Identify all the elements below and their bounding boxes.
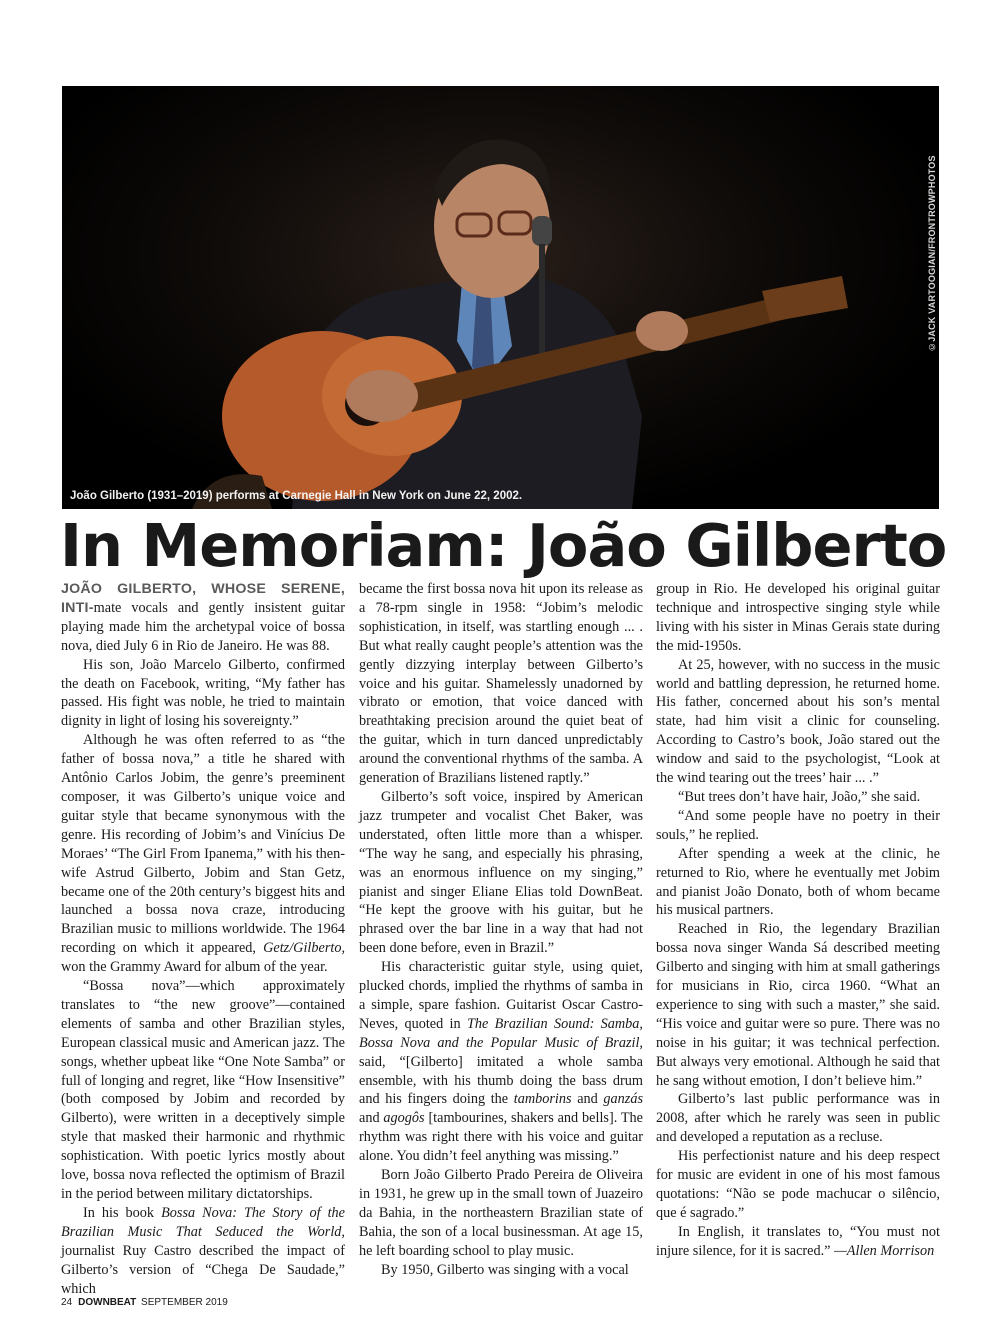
performer-photo bbox=[62, 86, 939, 509]
paragraph: Born João Gilberto Prado Pereira de Oliveira in 1931, he grew up in the small town of Juazeiro da Bahia, in the northeastern Brazilian state of Bahia, the son of a local businessman. At age 15, he left boarding school to play music. bbox=[359, 1167, 643, 1259]
album-title: Getz/Gilberto, bbox=[263, 940, 346, 957]
article-column-3 bbox=[656, 580, 940, 1261]
photo-credit: ©JACK VARTOOGIAN/FRONTROWPHOTOS bbox=[927, 155, 937, 352]
paragraph: At 25, however, with no success in the music world and battling depression, he returned home. His father, concerned about his son’s mental state, had him visit a clinic for counseling. According to Castro’s book, João stared out the window and said to the psychologist, “Look at the wind tearing out the trees’ hair ... .” bbox=[656, 656, 940, 787]
paragraph: His characteristic guitar style, using quiet, plucked chords, implied the rhythms of samba in a simple, spare fashion. Guitarist Oscar Castro-Neves, quoted in The Brazilian Sound: Samba, Bossa Nova and the Popular Music of Brazil, said, “[Gilberto] imitated a whole samba ensemble, with his thumb doing the bass drum and his fingers doing the tamborins and ganzás and agogôs [tambourines, shakers and bells]. The rhythm was right there with his voice and guitar alone. You didn’t feel anything was missing.” bbox=[359, 959, 643, 1165]
lead-in: JOÃO GILBERTO, WHOSE SERENE, INTI- bbox=[61, 581, 345, 616]
paragraph: By 1950, Gilberto was singing with a vocal bbox=[381, 1261, 629, 1278]
page-number: 24 bbox=[61, 1297, 73, 1308]
paragraph: Gilberto’s soft voice, inspired by American jazz trumpeter and vocalist Chet Baker, was understated, often little more than a whisper. “The way he sang, and especially his phrasing, was an enormous influence on my singing,” pianist and singer Eliane Elias told DownBeat. “He kept the groove with his guitar, but he phrased over the bar line in a way that had not been done before, even in Brazil.” bbox=[359, 788, 643, 957]
paragraph: “And some people have no poetry in their souls,” he replied. bbox=[656, 807, 940, 843]
page-footer bbox=[61, 1297, 228, 1308]
article-headline: In Memoriam: João Gilberto bbox=[60, 511, 947, 580]
book-title: Bossa Nova: The Story of the Brazilian Music That Seduced the World, bbox=[61, 1204, 346, 1240]
paragraph: After spending a week at the clinic, he returned to Rio, where he eventually met Jobim and pianist João Donato, both of whom became his musical partners. bbox=[656, 845, 940, 919]
paragraph: Reached in Rio, the legendary Brazilian bossa nova singer Wanda Sá described meeting Gilberto and singing with him at small gatherings for musicians in Rio, circa 1960. “What an experience to sing with such a master,” she said. “His voice and guitar were so pure. There was no noise in his guitar; it was technical perfection. But always very emotional. Although he said that he sang without emotion, I don’t believe him.” bbox=[656, 921, 940, 1089]
byline: —Allen Morrison bbox=[834, 1242, 935, 1259]
paragraph: His son, João Marcelo Gilberto, confirmed the death on Facebook, writing, “My father has passed. His fight was noble, he tried to maintain dignity in light of losing his sovereignty.” bbox=[61, 656, 345, 730]
paragraph: In his book Bossa Nova: The Story of the Brazilian Music That Seduced the World, journalist Ruy Castro described the impact of Gilberto’s version of “Chega De Saudade,” which bbox=[61, 1204, 346, 1297]
article-column-1 bbox=[61, 580, 345, 1298]
publication-name: DOWNBEAT bbox=[78, 1297, 137, 1308]
paragraph: became the first bossa nova hit upon its release as a 78-rpm single in 1958: “Jobim’s melodic sophistication, in itself, was startling enough ... . But what really caught people’s attention was the gently dizzying interplay between Gilberto’s voice and his guitar. Shamelessly unadorned by vibrato or emotion, that voice danced with breathtaking precision around the quiet beat of the guitar, which in turn danced unpredictably around the conventional rhythms of the samba. A generation of Brazilians listened raptly.” bbox=[359, 581, 643, 787]
photo-illustration bbox=[62, 86, 939, 509]
paragraph: group in Rio. He developed his original guitar technique and introspective singing style while living with his sister in Minas Gerais state during the mid-1950s. bbox=[656, 581, 940, 654]
book-title: The Brazilian Sound: Samba, Bossa Nova and the Popular Music of Brazil, bbox=[359, 1015, 643, 1051]
paragraph: “Bossa nova”—which approximately translates to “the new groove”—contained elements of samba and other Brazilian styles, European classical music and American jazz. The songs, whether upbeat like “One Note Samba” or full of longing and regret, like “How Insensitive” (both composed by Jobim and recorded by Gilberto), were written in a deceptively simple style that masked their harmonic and rhythmic sophistication. With poetic lyrics mostly about love, bossa nova reflected the optimism of Brazil in the period between military dictatorships. bbox=[61, 978, 345, 1202]
paragraph: JOÃO GILBERTO, WHOSE SERENE, INTI-mate vocals and gently insistent guitar playing made him the archetypal voice of bossa nova, died July 6 in Rio de Janeiro. He was 88. bbox=[61, 581, 345, 654]
article-column-2 bbox=[359, 580, 643, 1280]
paragraph: Gilberto’s last public performance was in 2008, after which he rarely was seen in public and developed a reputation as a recluse. bbox=[656, 1091, 940, 1146]
issue-date: SEPTEMBER 2019 bbox=[141, 1297, 228, 1308]
paragraph: Although he was often referred to as “the father of bossa nova,” a title he shared with Antônio Carlos Jobim, the genre’s preeminent composer, it was Gilberto’s unique voice and guitar style that became synonymous with the genre. His recording of Jobim’s and Vinícius De Moraes’ “The Girl From Ipanema,” with his then-wife Astrud Gilberto, Jobim and Stan Getz, became one of the 20th century’s biggest hits and launched a bossa nova craze, introducing Brazilian music to millions worldwide. The 1964 recording on which it appeared, Getz/Gilberto, won the Grammy Award for album of the year. bbox=[61, 732, 346, 976]
paragraph: His perfectionist nature and his deep respect for music are evident in one of his most famous quotations: “Não se pode machucar o silêncio, que é sagrado.” bbox=[656, 1148, 940, 1221]
photo-caption: João Gilberto (1931–2019) performs at Carnegie Hall in New York on June 22, 2002. bbox=[70, 490, 523, 502]
paragraph: In English, it translates to, “You must not injure silence, for it is sacred.” —Allen Morrison bbox=[656, 1223, 940, 1259]
paragraph: “But trees don’t have hair, João,” she said. bbox=[678, 788, 921, 805]
